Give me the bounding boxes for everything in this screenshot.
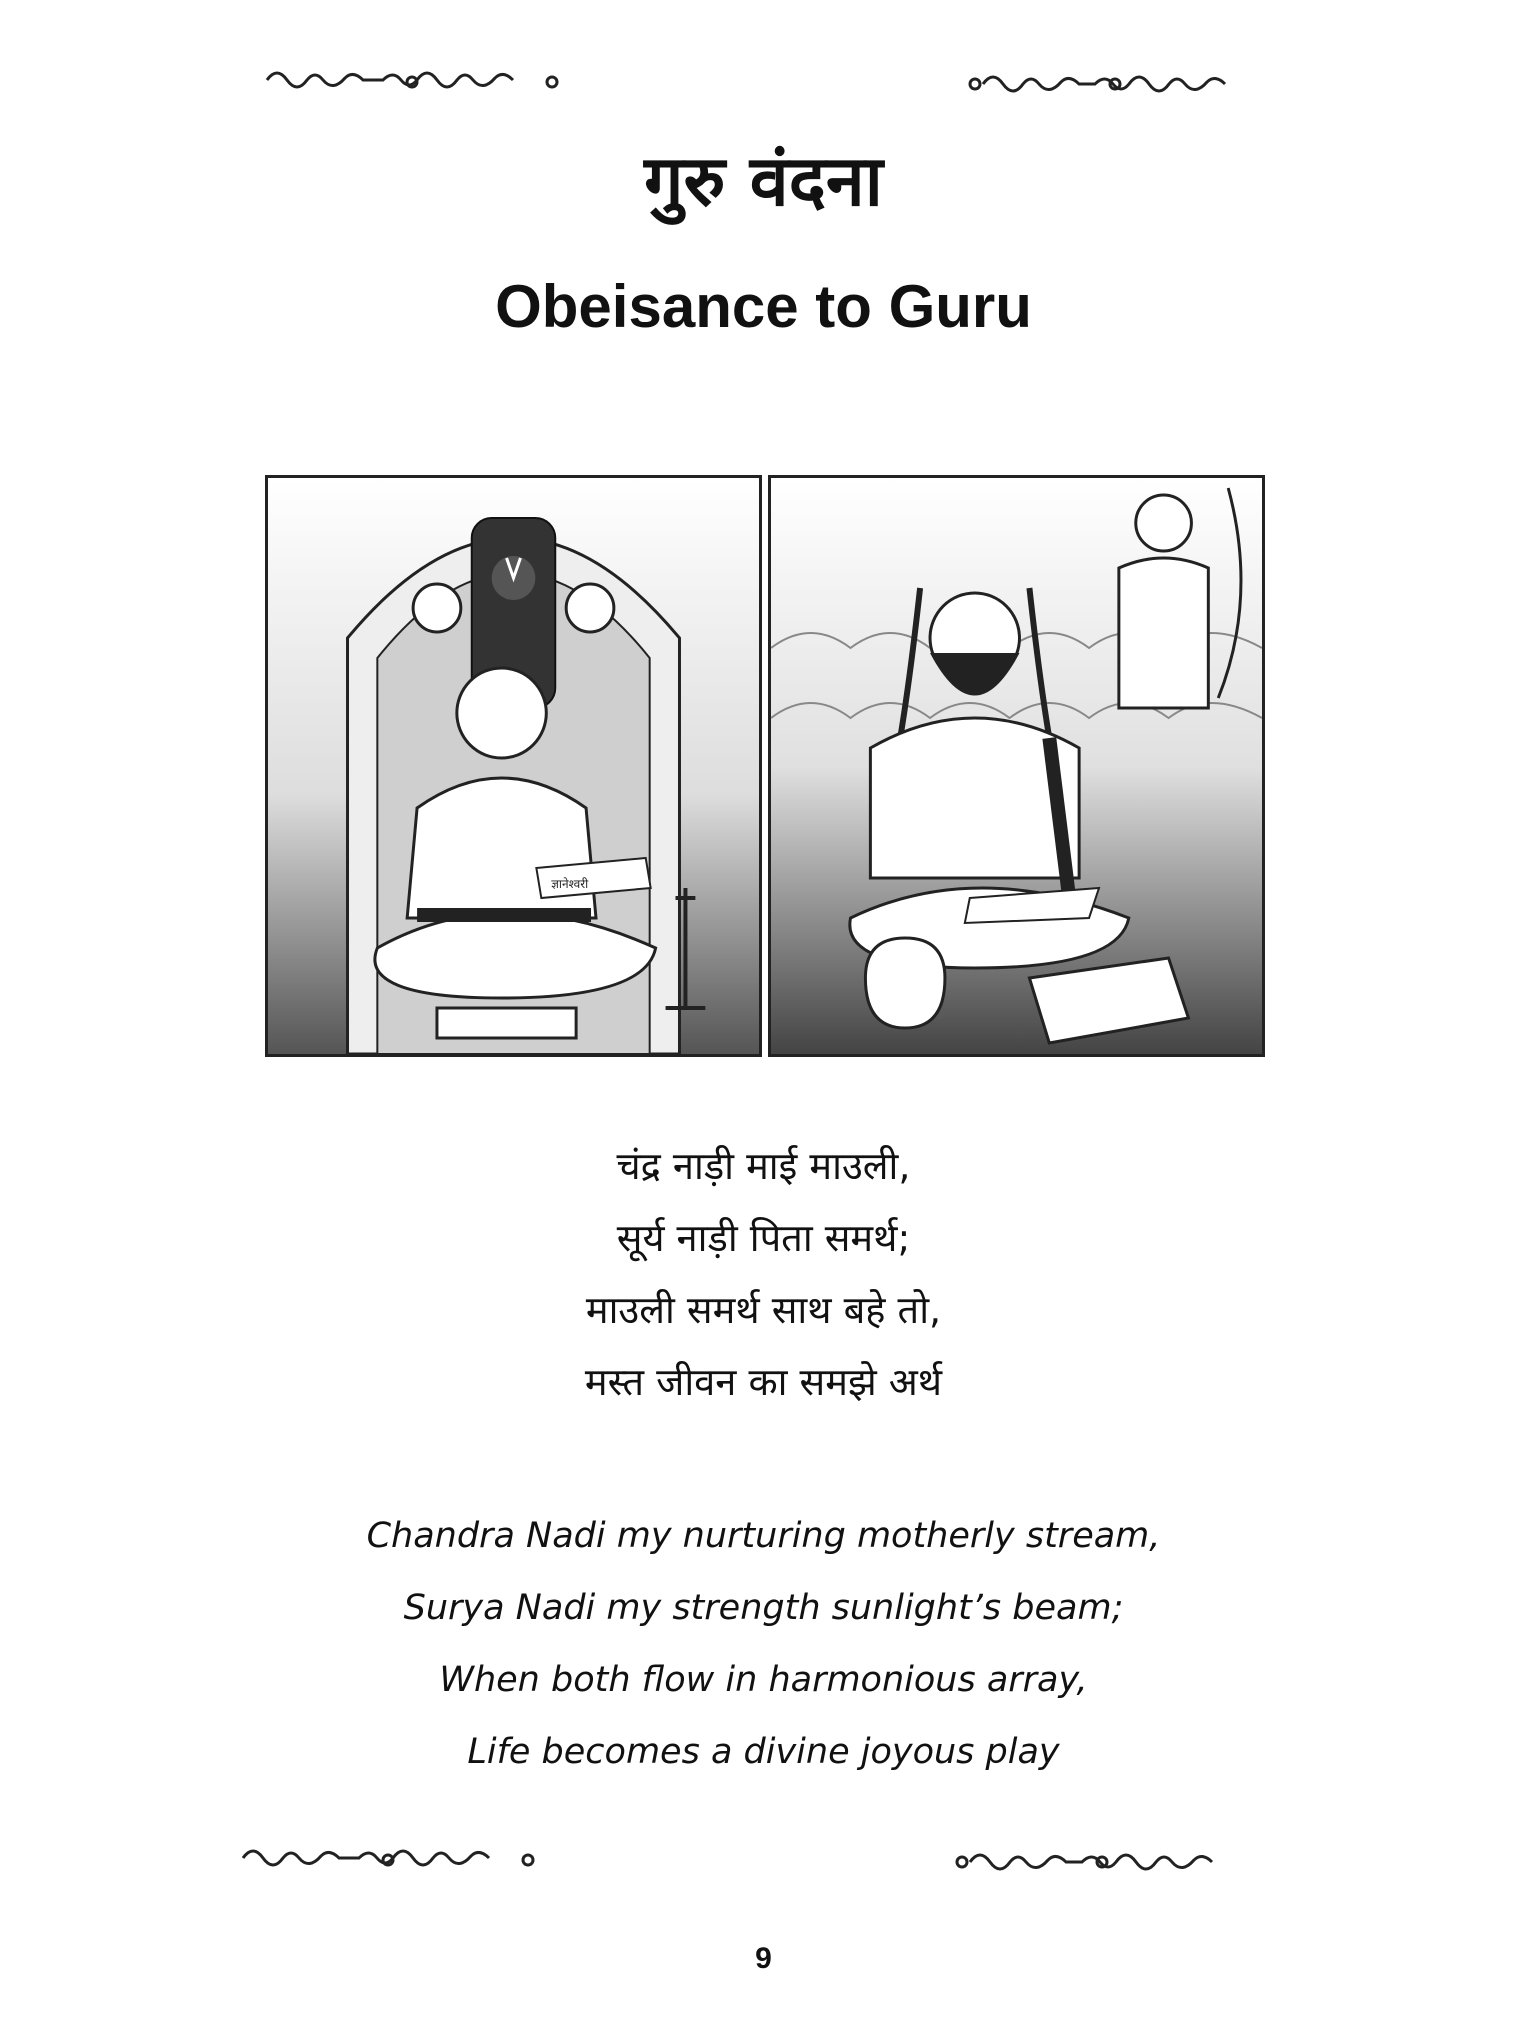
manuscript-label: ज्ञानेश्वरी: [551, 876, 589, 892]
flourish-icon: [965, 62, 1265, 102]
poem-english-line: Chandra Nadi my nurturing motherly stream,: [366, 1516, 1161, 1556]
sage-with-deity-illustration: [771, 478, 1262, 1054]
flourish-icon: [952, 1840, 1252, 1880]
illustration-right-panel: [768, 475, 1265, 1057]
ornament-bottom-left: [238, 1838, 538, 1878]
poem-english-line: Surya Nadi my strength sunlight’s beam;: [403, 1588, 1124, 1628]
flourish-icon: [262, 60, 562, 100]
page-number: 9: [755, 1942, 772, 1975]
poem-english-line: When both flow in harmonious array,: [439, 1660, 1088, 1700]
poem-hindi-line: चंद्र नाड़ी माई माउली,: [616, 1144, 911, 1188]
poem-english: [0, 1500, 1527, 1788]
poem-hindi: [0, 1130, 1527, 1418]
poem-hindi-line: मस्त जीवन का समझे अर्थ: [584, 1360, 943, 1404]
poem-hindi-line: सूर्य नाड़ी पिता समर्थ;: [616, 1216, 911, 1260]
page-title-english: Obeisance to Guru: [495, 273, 1032, 340]
page-title-hindi: गुरु वंदना: [644, 140, 883, 222]
poem-english-line: Life becomes a divine joyous play: [467, 1732, 1060, 1772]
ornament-top-right: [965, 62, 1265, 102]
flourish-icon: [238, 1838, 538, 1878]
poem-hindi-line: माउली समर्थ साथ बहे तो,: [585, 1288, 942, 1332]
ornament-top-left: [262, 60, 562, 100]
illustration-left-panel: [265, 475, 762, 1057]
seated-saint-illustration: [268, 478, 759, 1054]
ornament-bottom-right: [952, 1840, 1252, 1880]
illustration-panels: [265, 475, 1265, 1057]
